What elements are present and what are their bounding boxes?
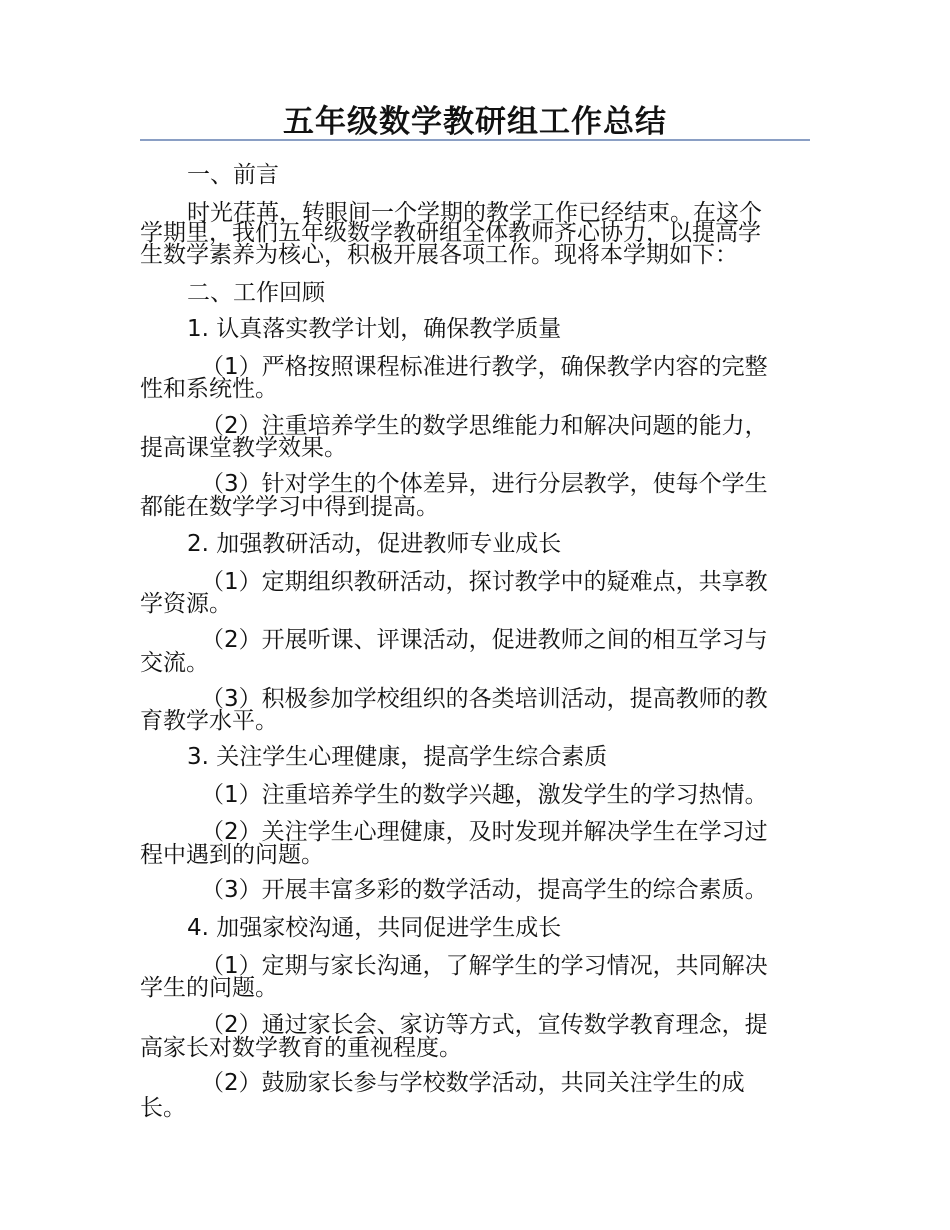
list-item: （2）通过家长会、家访等方式，宣传数学教育理念，提 <box>201 1012 768 1038</box>
list-item-continuation: 高家长对数学教育的重视程度。 <box>140 1035 462 1061</box>
list-item: （1）定期组织教研活动，探讨教学中的疑难点，共享教 <box>201 569 768 595</box>
section-heading-preface: 一、前言 <box>187 162 279 188</box>
list-item: （1）定期与家长沟通，了解学生的学习情况，共同解决 <box>201 953 768 979</box>
list-item: （2）注重培养学生的数学思维能力和解决问题的能力， <box>201 413 768 439</box>
preface-line: 生数学素养为核心，积极开展各项工作。现将本学期如下： <box>140 242 738 268</box>
list-item-continuation: 育教学水平。 <box>140 708 278 734</box>
list-item: （2）关注学生心理健康，及时发现并解决学生在学习过 <box>201 819 768 845</box>
subsection-heading: 1. 认真落实教学计划，确保教学质量 <box>187 316 562 342</box>
list-item: （3）开展丰富多彩的数学活动，提高学生的综合素质。 <box>201 877 768 903</box>
list-item-continuation: 都能在数学学习中得到提高。 <box>140 494 439 520</box>
list-item-continuation: 长。 <box>140 1095 186 1121</box>
list-item: （2）开展听课、评课活动，促进教师之间的相互学习与 <box>201 627 768 653</box>
title-underline <box>140 139 810 141</box>
list-item-continuation: 性和系统性。 <box>140 376 278 402</box>
section-heading-review: 二、工作回顾 <box>187 280 325 306</box>
list-item-continuation: 学生的问题。 <box>140 975 278 1001</box>
document-title: 五年级数学教研组工作总结 <box>283 104 667 140</box>
preface-line: 学期里，我们五年级数学教研组全体教师齐心协力，以提高学 <box>140 220 761 246</box>
list-item-continuation: 交流。 <box>140 650 209 676</box>
list-item: （2）鼓励家长参与学校数学活动，共同关注学生的成 <box>201 1070 745 1096</box>
subsection-heading: 3. 关注学生心理健康，提高学生综合素质 <box>187 744 608 770</box>
list-item: （3）积极参加学校组织的各类培训活动，提高教师的教 <box>201 686 768 712</box>
list-item: （3）针对学生的个体差异，进行分层教学，使每个学生 <box>201 471 768 497</box>
list-item-continuation: 提高课堂教学效果。 <box>140 435 347 461</box>
preface-line: 时光荏苒，转眼间一个学期的教学工作已经结束。在这个 <box>187 200 762 226</box>
subsection-heading: 4. 加强家校沟通，共同促进学生成长 <box>187 915 562 941</box>
list-item: （1）严格按照课程标准进行教学，确保教学内容的完整 <box>201 354 768 380</box>
list-item-continuation: 程中遇到的问题。 <box>140 842 324 868</box>
list-item-continuation: 学资源。 <box>140 591 232 617</box>
subsection-heading: 2. 加强教研活动，促进教师专业成长 <box>187 531 562 557</box>
list-item: （1）注重培养学生的数学兴趣，激发学生的学习热情。 <box>201 782 768 808</box>
